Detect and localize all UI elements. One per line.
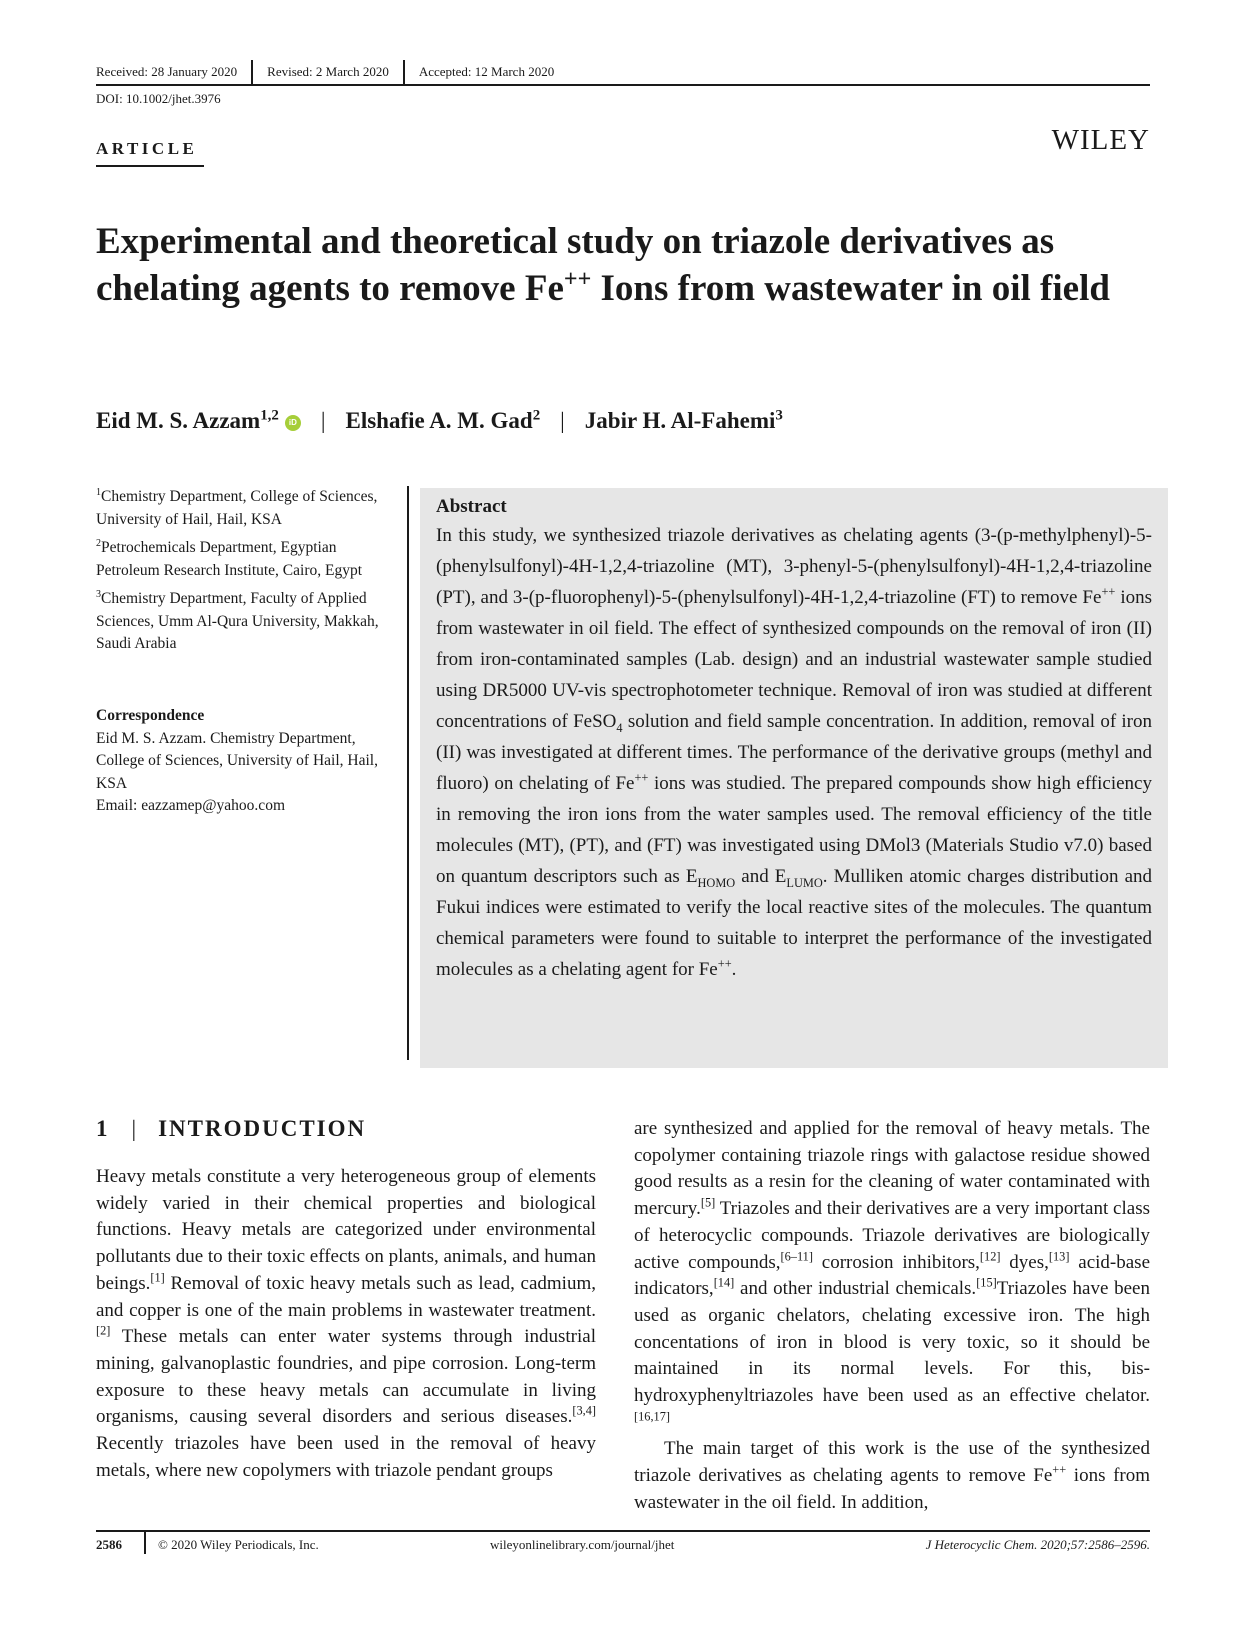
author-name: Jabir H. Al-Fahemi bbox=[584, 408, 776, 433]
text-segment: These metals can enter water systems through industrial mining, galvanoplastic foundries, and pipe corrosion. Long-term exposure to these heavy metals can accumulate in living organisms, causing several disorders and serious diseases. bbox=[96, 1326, 596, 1428]
date-separator bbox=[403, 60, 405, 84]
correspondence-heading: Correspondence bbox=[96, 707, 205, 724]
title-text: Experimental and theoretical study on triazole derivatives as chelating agents to remove Fe bbox=[96, 221, 1055, 309]
intro-paragraph-2 bbox=[634, 1436, 1150, 1516]
abstract-text bbox=[436, 520, 1152, 985]
affiliation-2 bbox=[96, 537, 396, 582]
author-3[interactable] bbox=[585, 408, 783, 434]
publication-dates bbox=[96, 60, 1150, 84]
citation-ref[interactable]: [14] bbox=[713, 1275, 735, 1290]
citation-ref[interactable]: [3,4] bbox=[572, 1404, 596, 1418]
citation-ref[interactable]: [1] bbox=[150, 1270, 165, 1285]
text-segment: Removal of toxic heavy metals such as lead, cadmium, and copper is one of the main problems in wastewater treatment. bbox=[96, 1272, 596, 1321]
text-segment: ions from wastewater in the oil field. In addition, bbox=[634, 1465, 1151, 1513]
text-segment: Recently triazoles have been used in the removal of heavy metals, where new copolymers with triazole pendant groups bbox=[96, 1433, 596, 1481]
abstract-segment: In this study, we synthesized triazole derivatives as chelating agents (3-(p-methylphenyl)-5-(phenylsulfonyl)-4H-1,2,4-triazoline (MT), 3-phenyl-5-(phenylsulfonyl)-4H-1,2,4-triazoline (PT), and 3-(p-fluorophenyl)-5-(phenylsulfonyl)-4H-1,2,4-triazoline (FT) to remove Fe bbox=[436, 525, 1152, 608]
correspondence-email[interactable]: Email: eazzamep@yahoo.com bbox=[96, 797, 285, 814]
abstract-segment: ions from wastewater in oil field. The effect of synthesized compounds on the removal of iron (II) from iron-contaminated samples (Lab. design) and an industrial wastewater sample studied using DR5000 UV-vis spectrophotometer technique. Removal of iron was studied at different concentrations of FeSO bbox=[436, 587, 1152, 732]
citation-ref[interactable]: [2] bbox=[96, 1323, 111, 1338]
copyright: © 2020 Wiley Periodicals, Inc. bbox=[158, 1537, 319, 1552]
affiliation-number: 2 bbox=[96, 537, 102, 549]
citation-ref[interactable]: [13] bbox=[1048, 1249, 1070, 1264]
title-text-end: Ions from wastewater in oil field bbox=[591, 268, 1110, 309]
abstract-segment: ions was studied. The prepared compounds show high efficiency in removing the iron ions from the water samples used. The removal efficiency of the title molecules (MT), (PT), and (FT) was investigated using DMol3 (Materials Studio v7.0) based on quantum descriptors such as E bbox=[436, 773, 1152, 887]
text-segment: Triazoles have been used as organic chelators, chelating excessive iron. The high concentations of iron in blood is very toxic, so it should be maintained in its normal levels. For this, bis-hydroxyphenyltriazoles have been used as an effective chelator. bbox=[634, 1278, 1150, 1407]
section-bar: | bbox=[131, 1116, 137, 1141]
date-separator bbox=[251, 60, 253, 84]
orcid-icon[interactable]: iD bbox=[285, 415, 301, 431]
article-type-underline bbox=[96, 165, 204, 167]
journal-url[interactable]: wileyonlinelibrary.com/journal/jhet bbox=[490, 1537, 675, 1552]
abstract-segment: and E bbox=[735, 866, 787, 887]
intro-column-2 bbox=[634, 1116, 1150, 1517]
citation-ref[interactable]: [15] bbox=[976, 1275, 997, 1290]
affiliation-text: Chemistry Department, Faculty of Applied Sciences, Umm Al-Qura University, Makkah, Saudi Arabia bbox=[96, 590, 379, 652]
text-segment: Heavy metals constitute a very heterogeneous group of elements widely varied in their chemical properties and biological functions. Heavy metals are categorized under environmental pollutants due to their toxic effects on plants, animals, and human beings. bbox=[96, 1166, 596, 1294]
sidebar-divider bbox=[407, 486, 409, 1060]
text-segment: corrosion inhibitors, bbox=[812, 1251, 980, 1273]
abstract-sup: ++ bbox=[634, 770, 649, 785]
correspondence bbox=[96, 705, 396, 818]
abstract-sup: ++ bbox=[717, 956, 732, 971]
title-superscript: ++ bbox=[563, 266, 592, 293]
section-number: 1 bbox=[96, 1116, 110, 1141]
received-date: Received: 28 January 2020 bbox=[96, 64, 238, 79]
author-name: Elshafie A. M. Gad bbox=[345, 408, 533, 433]
abstract-sub: LUMO bbox=[786, 875, 823, 890]
intro-paragraph-1-part-a bbox=[96, 1164, 596, 1484]
text-segment: are synthesized and applied for the removal of heavy metals. The copolymer containing triazole rings with galactose residue showed good results as a resin for the cleaning of water contaminated with mercury. bbox=[634, 1118, 1150, 1220]
citation-ref[interactable]: [5] bbox=[700, 1195, 716, 1210]
abstract-sub: 4 bbox=[616, 720, 623, 735]
author-list bbox=[96, 408, 1150, 434]
text-segment: and other industrial chemicals. bbox=[734, 1278, 977, 1300]
section-title: INTRODUCTION bbox=[158, 1116, 367, 1141]
affiliation-number: 3 bbox=[96, 588, 102, 600]
abstract-sub: HOMO bbox=[697, 875, 736, 890]
author-2[interactable] bbox=[345, 408, 540, 434]
text-superscript: ++ bbox=[1052, 1462, 1067, 1477]
author-name: Eid M. S. Azzam bbox=[96, 408, 261, 433]
page-number: 2586 bbox=[96, 1537, 122, 1552]
doi[interactable]: DOI: 10.1002/jhet.3976 bbox=[96, 91, 221, 106]
author-separator: | bbox=[320, 408, 326, 433]
abstract-box bbox=[420, 488, 1168, 1068]
affiliation-text: Petrochemicals Department, Egyptian Petroleum Research Institute, Cairo, Egypt bbox=[96, 539, 363, 579]
text-segment: dyes, bbox=[1000, 1251, 1049, 1273]
correspondence-text: Eid M. S. Azzam. Chemistry Department, College of Sciences, University of Hail, Hail, KSA bbox=[96, 729, 378, 792]
paper-title bbox=[96, 218, 1150, 312]
author-1[interactable] bbox=[96, 408, 301, 434]
citation-ref[interactable]: [12] bbox=[979, 1249, 1001, 1264]
text-segment: Triazoles and their derivatives are a very important class of heterocyclic compounds. Triazole derivatives are biologically active compounds, bbox=[634, 1198, 1150, 1273]
text-segment: acid-base indicators, bbox=[634, 1251, 1151, 1300]
author-affiliation-sup: 1,2 bbox=[260, 407, 279, 424]
intro-column-1 bbox=[96, 1164, 596, 1484]
publisher-logo: WILEY bbox=[1051, 124, 1150, 156]
revised-date: Revised: 2 March 2020 bbox=[267, 64, 389, 79]
text-segment: The main target of this work is the use of the synthesized triazole derivatives as chelating agents to remove Fe bbox=[634, 1438, 1150, 1487]
intro-paragraph-1-part-b bbox=[634, 1116, 1150, 1436]
author-affiliation-sup: 2 bbox=[532, 407, 541, 424]
citation-ref[interactable]: [16,17] bbox=[634, 1409, 670, 1424]
journal-citation: J Heterocyclic Chem. 2020;57:2586–2596. bbox=[925, 1537, 1150, 1552]
header-rule bbox=[96, 84, 1150, 86]
abstract-heading: Abstract bbox=[436, 496, 507, 517]
article-type-label: ARTICLE bbox=[96, 139, 198, 158]
abstract-segment: . Mulliken atomic charges distribution and Fukui indices were estimated to verify the local reactive sites of the molecules. The quantum chemical parameters were found to suitable to interpret the performance of the investigated molecules as a chelating agent for Fe bbox=[436, 866, 1153, 980]
abstract-segment: . bbox=[731, 959, 737, 980]
abstract-segment: solution and field sample concentration. In addition, removal of iron (II) was investigated at different times. The performance of the derivative groups (methyl and fluoro) on chelating of Fe bbox=[436, 711, 1153, 794]
section-heading-introduction bbox=[96, 1116, 366, 1142]
affiliation-1 bbox=[96, 486, 396, 531]
footer-rule bbox=[96, 1530, 1150, 1532]
affiliation-text: Chemistry Department, College of Sciences, University of Hail, Hail, KSA bbox=[96, 488, 378, 528]
author-separator: | bbox=[560, 408, 565, 433]
affiliation-number: 1 bbox=[96, 486, 102, 498]
affiliations bbox=[96, 486, 396, 662]
footer-separator bbox=[144, 1532, 146, 1554]
author-affiliation-sup: 3 bbox=[775, 407, 783, 424]
citation-ref[interactable]: [6–11] bbox=[780, 1249, 813, 1264]
accepted-date: Accepted: 12 March 2020 bbox=[418, 64, 555, 79]
abstract-sup: ++ bbox=[1101, 584, 1116, 599]
affiliation-3 bbox=[96, 588, 396, 656]
